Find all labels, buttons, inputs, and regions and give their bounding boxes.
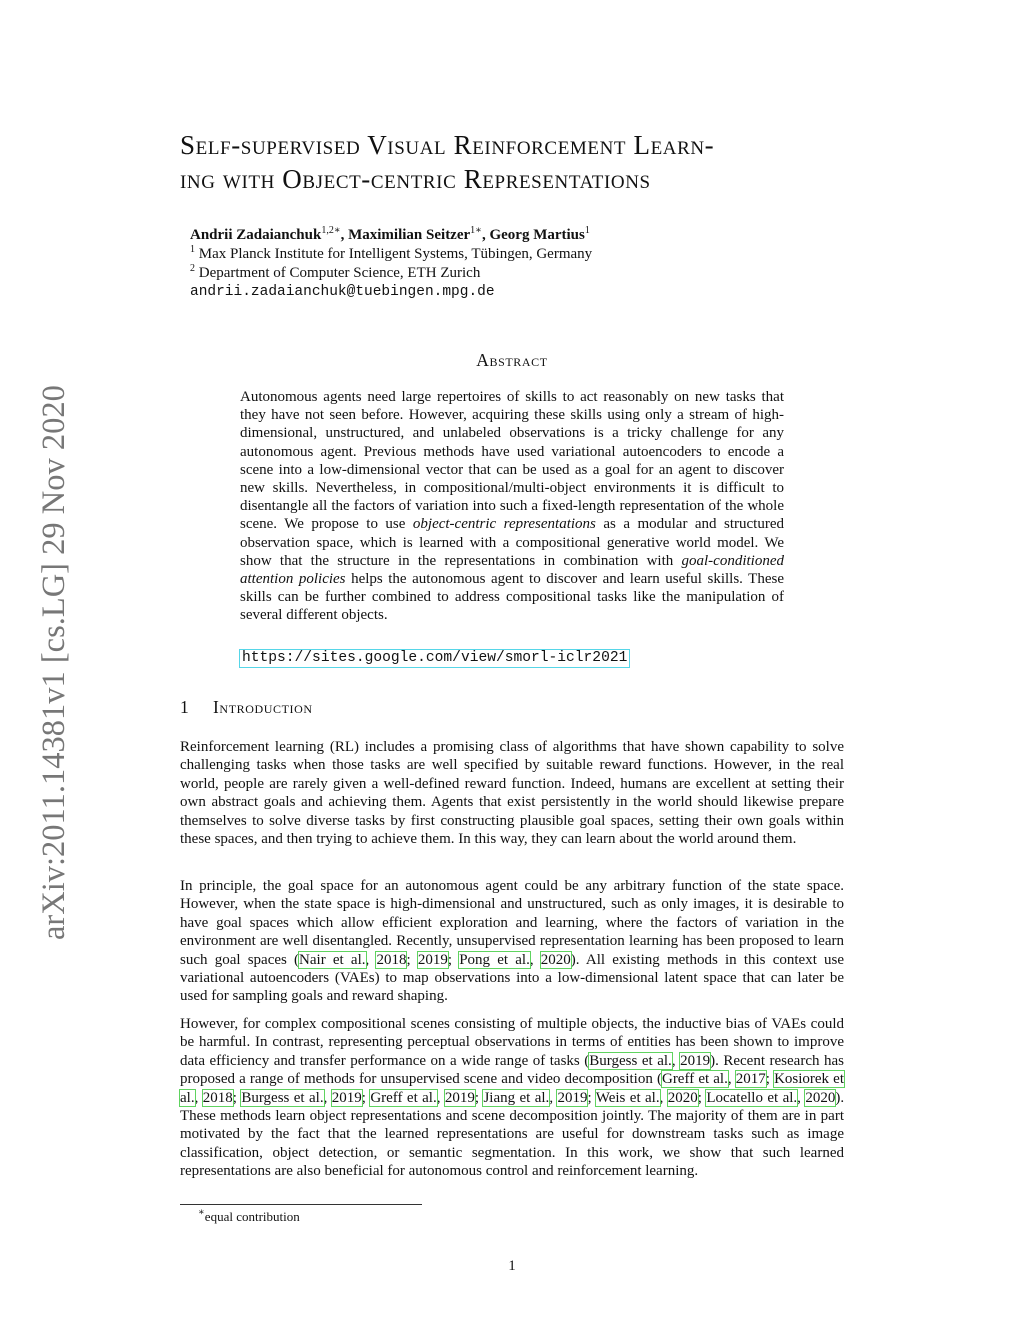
paragraph-text: Reinforcement learning (RL) includes a promising class of algorithms that have shown capability to solve challenging tasks when those tasks are well specified by suitable reward functions. However, in the real world, people are rarely given a well-defined reward function. Indeed, humans are excellent at setting their own abstract goals and achieving them. Agents that exist persistently in the world should likewise prepare themselves to solve diverse tasks by first constructing plausible goal spaces, setting their own goals within these spaces, and then trying to achieve them. In this way, they can learn about the world around them. <box>180 739 844 848</box>
paragraph-text: , <box>365 951 377 968</box>
citation-link[interactable]: 2019 <box>331 1089 362 1106</box>
author-separator: , <box>481 227 490 243</box>
author-superscript: 1 <box>584 225 590 236</box>
citation-link[interactable]: Locatello et al. <box>706 1089 798 1106</box>
citation-link[interactable]: Greff et al. <box>370 1089 437 1106</box>
paper-title <box>180 128 860 196</box>
paragraph-text: ; <box>697 1089 707 1106</box>
paragraph-text: , <box>194 1089 203 1106</box>
paragraph-text: , <box>323 1089 332 1106</box>
citation-link[interactable]: Weis et al. <box>595 1089 660 1106</box>
paragraph-text: In principle, the goal space for an autonomous agent could be any arbitrary function of the state space. However, when the state space is high-dimensional and unstructured, such as only images, it is desirable to have goal spaces which allow efficient exploration and learning, where the factors of variation in the environment are well disentangled. Recently, unsupervised representation learning has been proposed to learn such goal spaces ( <box>180 878 844 968</box>
citation-link[interactable]: Pong et al. <box>459 951 530 968</box>
affiliation-text: Max Planck Institute for Intelligent Systems, Tübingen, Germany <box>198 246 593 262</box>
author-name: Maximilian Seitzer <box>348 227 471 243</box>
citation-link[interactable]: Kosiorek et al. <box>180 1071 845 1106</box>
author-list <box>190 227 590 244</box>
author-superscript: 1,2∗ <box>321 225 341 236</box>
citation-link[interactable]: Nair et al. <box>299 951 366 968</box>
abstract-text: as a modular and structured observation space, which is learned with a compositional generative world model. We show that the structure in the representations in combination with <box>240 516 785 569</box>
affiliation <box>190 265 480 282</box>
author-superscript: 1∗ <box>470 225 482 236</box>
paragraph-text: , <box>529 951 541 968</box>
paragraph-text: ; <box>765 1071 775 1088</box>
paragraph-text: , <box>797 1089 806 1106</box>
paragraph-text: ; <box>587 1089 596 1106</box>
paragraph-text: ). All existing methods in this context use variational autoencoders (VAEs) to map observations into a low-dimensional latent space that can later be used for sampling goals and reward shaping. <box>180 951 845 1005</box>
paragraph-text: , <box>436 1089 445 1106</box>
citation-link[interactable]: 2019 <box>557 1089 588 1106</box>
citation-link[interactable]: Jiang et al. <box>483 1089 550 1106</box>
author-name: Georg Martius <box>489 227 585 243</box>
paragraph-text: ; <box>474 1089 484 1106</box>
paragraph-text: , <box>671 1052 681 1069</box>
affiliation-mark: 2 <box>190 263 195 274</box>
affiliation-text: Department of Computer Science, ETH Zurich <box>198 265 481 281</box>
footnote-text: equal contribution <box>204 1209 300 1224</box>
citation-link[interactable]: 2018 <box>376 951 407 968</box>
paragraph-text: , <box>549 1089 558 1106</box>
intro-paragraph <box>180 877 844 1006</box>
author-separator: , <box>340 227 349 243</box>
intro-paragraph <box>180 1015 844 1181</box>
abstract-body <box>240 388 784 625</box>
footnote <box>198 1209 300 1225</box>
footnote-divider <box>180 1204 422 1205</box>
citation-link[interactable]: 2019 <box>444 1089 475 1106</box>
section-number: 1 <box>180 697 190 717</box>
abstract-text: helps the autonomous agent to discover and learn useful skills. These skills can be further combined to address compositional tasks like the manipulation of several different objects. <box>240 571 784 624</box>
affiliation <box>190 246 592 263</box>
citation-link[interactable]: 2020 <box>667 1089 698 1106</box>
arxiv-identifier: arXiv:2011.14381v1 [cs.LG] 29 Nov 2020 <box>36 385 72 940</box>
citation-link[interactable]: 2019 <box>417 951 448 968</box>
paragraph-text: ; <box>447 951 460 968</box>
paragraph-text: ; <box>232 1089 242 1106</box>
abstract-heading: Abstract <box>476 350 548 370</box>
abstract-emphasis: object-centric representations <box>412 516 596 533</box>
paragraph-text: ). These methods learn object representations and scene decomposition jointly. The majority of them are in part motivated by the fact that the learned representations are useful for downstream tasks such as image classification, object detection, or semantic segmentation. In this work, we show that such learned representations are also beneficial for autonomous control and reinforcement learning. <box>180 1089 845 1180</box>
citation-link[interactable]: Burgess et al. <box>241 1089 324 1106</box>
affiliation-mark: 1 <box>190 244 195 255</box>
citation-link[interactable]: 2017 <box>735 1071 766 1088</box>
citation-link[interactable]: Greff et al. <box>661 1071 728 1088</box>
citation-link[interactable]: 2020 <box>540 951 571 968</box>
abstract-text: Autonomous agents need large repertoires of skills to act reasonably on new tasks that they have not seen before. However, acquiring these skills using only a stream of high-dimensional, unstructured, and unlabeled observations is a tricky challenge for any autonomous agent. Previous methods have used variational autoencoders to encode a scene into a low-dimensional vector that can be used as a goal for an agent to discover new skills. Nevertheless, in compositional/multi-object environments it is difficult to disentangle all the factors of variation into such a fixed-length representation of the whole scene. We propose to use <box>240 389 784 533</box>
citation-link[interactable]: 2020 <box>805 1089 836 1106</box>
paragraph-text: However, for complex compositional scenes consisting of multiple objects, the inductive bias of VAEs could be harmful. In contrast, representing perceptual observations in terms of entities has been shown to improve data efficiency and transfer performance on a wide range of tasks ( <box>180 1016 844 1069</box>
page-number: 1 <box>508 1258 516 1274</box>
paragraph-text: ; <box>406 951 418 968</box>
paragraph-text: ; <box>361 1089 371 1106</box>
paragraph-text: ). Recent research has proposed a range of methods for unsupervised scene and video decomposition ( <box>180 1052 845 1088</box>
paragraph-text: , <box>727 1071 736 1088</box>
paragraph-text: , <box>659 1089 668 1106</box>
section-title: Introduction <box>213 697 313 717</box>
footnote-mark: ∗ <box>198 1207 205 1218</box>
intro-paragraph <box>180 738 844 848</box>
citation-link[interactable]: 2019 <box>680 1052 711 1069</box>
citation-link[interactable]: 2018 <box>202 1089 233 1106</box>
author-name: Andrii Zadaianchuk <box>190 227 322 243</box>
section-heading <box>180 697 313 718</box>
author-email[interactable]: andrii.zadaianchuk@tuebingen.mpg.de <box>190 284 495 300</box>
abstract-emphasis: goal-conditioned attention policies <box>240 552 784 588</box>
project-link[interactable]: https://sites.google.com/view/smorl-iclr2021 <box>239 649 630 668</box>
citation-link[interactable]: Burgess et al. <box>589 1052 672 1069</box>
title-line: ing with Object-centric Representations <box>180 164 651 194</box>
title-line: Self-supervised Visual Reinforcement Learn- <box>180 130 715 160</box>
